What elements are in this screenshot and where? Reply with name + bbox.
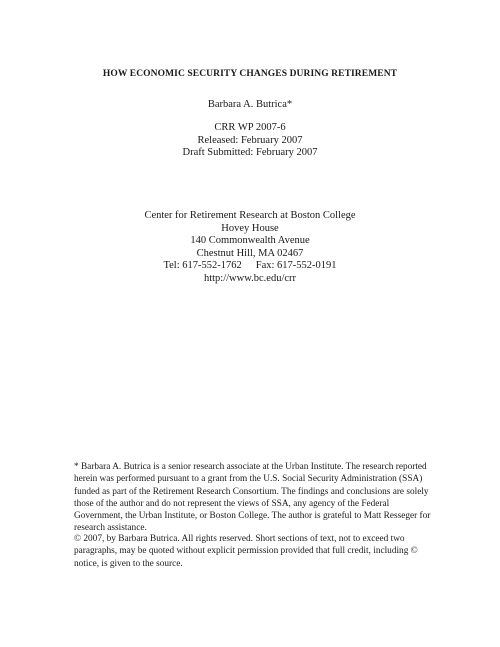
center-name: Center for Retirement Research at Boston College [144,210,356,221]
footnote-line: research assistance. [74,523,147,534]
center-building: Hovey House [221,222,279,234]
release-date: Released: February 2007 [197,134,303,146]
fax: Fax: 617-552-0191 [255,260,337,272]
center-url-link[interactable]: http://www.bc.edu/crr [203,272,297,284]
center-street: 140 Commonwealth Avenue [190,235,310,247]
copyright-line: notice, is given to the source. [74,558,183,569]
copyright-line: paragraphs, may be quoted without explicit permission provided that full credit, including © [74,546,418,557]
author-footnote [74,461,434,535]
working-paper-number: CRR WP 2007-6 [214,122,286,133]
copyright-line: © 2007, by Barbara Butrica. All rights reserved. Short sections of text, not to exceed two [74,534,405,544]
footnote-line: * Barbara A. Butrica is a senior research associate at the Urban Institute. The research reported [74,462,427,472]
footnote-line: funded as part of the Retirement Research Consortium. The findings and conclusions are solely [74,486,429,497]
contact-line [0,260,500,273]
telephone: Tel: 617-552-1762 [163,260,242,272]
center-address [0,210,500,286]
copyright-notice [74,533,434,570]
working-paper-info [0,122,500,160]
footnote-line: herein was performed pursuant to a grant from the U.S. Social Security Administration (SSA) [74,474,423,485]
draft-date: Draft Submitted: February 2007 [182,147,318,158]
author-name: Barbara A. Butrica* [207,99,293,110]
paper-title: HOW ECONOMIC SECURITY CHANGES DURING RETIREMENT [102,69,398,79]
footnote-line: those of the author and do not represent the views of SSA, any agency of the Federal [74,498,390,509]
footnote-line: Government, the Urban Institute, or Boston College. The author is grateful to Matt Resseger for [74,511,431,522]
center-city: Chestnut Hill, MA 02467 [196,247,304,259]
